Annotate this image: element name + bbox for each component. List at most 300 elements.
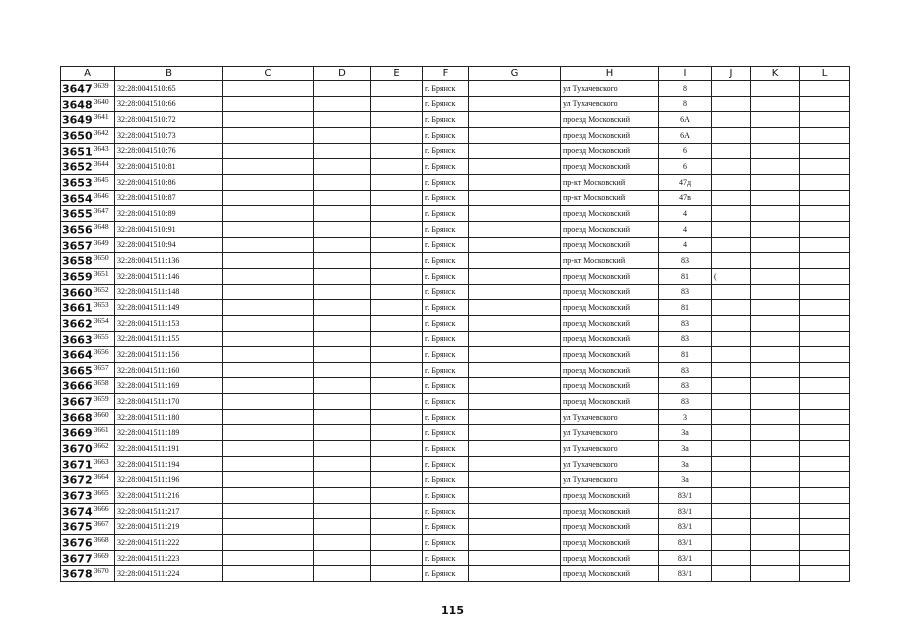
- empty-cell: [223, 112, 314, 128]
- column-header-row: [61, 67, 850, 81]
- row-number: 3649: [62, 113, 93, 127]
- empty-cell: [469, 550, 561, 566]
- city-cell: г. Брянск: [423, 143, 469, 159]
- empty-cell: [800, 237, 850, 253]
- empty-cell: [469, 174, 561, 190]
- empty-cell: [314, 347, 371, 363]
- record-number: 3659: [93, 394, 109, 404]
- house-number-cell: 4: [659, 221, 712, 237]
- empty-cell: [314, 315, 371, 331]
- empty-cell: [223, 174, 314, 190]
- record-number: 3653: [93, 300, 109, 310]
- record-number: 3646: [93, 190, 109, 200]
- cadastral-number-cell: 32:28:0041510:66: [115, 96, 223, 112]
- empty-cell: [371, 409, 423, 425]
- column-header: A: [61, 67, 115, 81]
- record-number: 3647: [93, 206, 109, 216]
- empty-cell: [751, 550, 800, 566]
- row-number: 3674: [62, 505, 93, 519]
- record-number: 3651: [93, 268, 109, 278]
- empty-cell: [223, 127, 314, 143]
- table-row: [61, 394, 850, 410]
- city-cell: г. Брянск: [423, 284, 469, 300]
- row-number-cell: [61, 174, 115, 190]
- empty-cell: [314, 488, 371, 504]
- empty-cell: [223, 315, 314, 331]
- empty-cell: [751, 81, 800, 97]
- empty-cell: [800, 174, 850, 190]
- row-number: 3654: [62, 192, 93, 206]
- cadastral-number-cell: 32:28:0041510:81: [115, 159, 223, 175]
- empty-cell: [314, 300, 371, 316]
- record-number: 3652: [93, 284, 109, 294]
- empty-cell: [751, 237, 800, 253]
- note-cell: [712, 503, 751, 519]
- city-cell: г. Брянск: [423, 81, 469, 97]
- empty-cell: [751, 456, 800, 472]
- cadastral-number-cell: 32:28:0041511:148: [115, 284, 223, 300]
- note-cell: [712, 81, 751, 97]
- note-cell: [712, 362, 751, 378]
- street-cell: проезд Московский: [561, 300, 659, 316]
- note-cell: [712, 127, 751, 143]
- note-cell: [712, 425, 751, 441]
- house-number-cell: 81: [659, 347, 712, 363]
- city-cell: г. Брянск: [423, 441, 469, 457]
- table-row: [61, 315, 850, 331]
- table-row: [61, 409, 850, 425]
- empty-cell: [371, 331, 423, 347]
- cadastral-number-cell: 32:28:0041511:191: [115, 441, 223, 457]
- empty-cell: [800, 566, 850, 582]
- street-cell: проезд Московский: [561, 127, 659, 143]
- house-number-cell: 83: [659, 253, 712, 269]
- note-cell: [712, 378, 751, 394]
- empty-cell: [371, 174, 423, 190]
- row-number: 3655: [62, 207, 93, 221]
- empty-cell: [751, 362, 800, 378]
- row-number-cell: [61, 96, 115, 112]
- empty-cell: [751, 300, 800, 316]
- row-number: 3647: [62, 82, 93, 96]
- record-number: 3662: [93, 441, 109, 451]
- street-cell: проезд Московский: [561, 394, 659, 410]
- table-row: [61, 174, 850, 190]
- note-cell: [712, 347, 751, 363]
- city-cell: г. Брянск: [423, 159, 469, 175]
- empty-cell: [314, 441, 371, 457]
- city-cell: г. Брянск: [423, 300, 469, 316]
- empty-cell: [469, 503, 561, 519]
- cadastral-number-cell: 32:28:0041511:169: [115, 378, 223, 394]
- city-cell: г. Брянск: [423, 362, 469, 378]
- table-row: [61, 300, 850, 316]
- record-number: 3664: [93, 472, 109, 482]
- row-number: 3667: [62, 395, 93, 409]
- empty-cell: [751, 284, 800, 300]
- empty-cell: [371, 300, 423, 316]
- row-number: 3653: [62, 176, 93, 190]
- row-number-cell: [61, 519, 115, 535]
- house-number-cell: 83: [659, 378, 712, 394]
- empty-cell: [314, 284, 371, 300]
- row-number-cell: [61, 441, 115, 457]
- empty-cell: [223, 409, 314, 425]
- empty-cell: [800, 96, 850, 112]
- row-number: 3678: [62, 568, 93, 581]
- row-number: 3660: [62, 286, 93, 300]
- cadastral-number-cell: 32:28:0041511:149: [115, 300, 223, 316]
- column-header: H: [561, 67, 659, 81]
- empty-cell: [469, 331, 561, 347]
- empty-cell: [800, 378, 850, 394]
- row-number-cell: [61, 394, 115, 410]
- empty-cell: [223, 456, 314, 472]
- row-number: 3657: [62, 239, 93, 253]
- row-number: 3666: [62, 380, 93, 394]
- note-cell: [712, 96, 751, 112]
- note-cell: [712, 206, 751, 222]
- empty-cell: [371, 315, 423, 331]
- empty-cell: [223, 535, 314, 551]
- row-number-cell: [61, 237, 115, 253]
- house-number-cell: 3а: [659, 456, 712, 472]
- column-header: B: [115, 67, 223, 81]
- cadastral-number-cell: 32:28:0041511:160: [115, 362, 223, 378]
- note-cell: [712, 566, 751, 582]
- column-header: I: [659, 67, 712, 81]
- street-cell: проезд Московский: [561, 268, 659, 284]
- record-number: 3641: [93, 112, 109, 122]
- empty-cell: [314, 378, 371, 394]
- empty-cell: [800, 159, 850, 175]
- street-cell: проезд Московский: [561, 519, 659, 535]
- empty-cell: [314, 159, 371, 175]
- empty-cell: [751, 174, 800, 190]
- city-cell: г. Брянск: [423, 519, 469, 535]
- city-cell: г. Брянск: [423, 331, 469, 347]
- empty-cell: [314, 472, 371, 488]
- empty-cell: [800, 535, 850, 551]
- note-cell: [712, 159, 751, 175]
- empty-cell: [371, 535, 423, 551]
- row-number: 3665: [62, 364, 93, 378]
- cadastral-number-cell: 32:28:0041510:91: [115, 221, 223, 237]
- empty-cell: [223, 96, 314, 112]
- record-number: 3657: [93, 362, 109, 372]
- city-cell: г. Брянск: [423, 425, 469, 441]
- empty-cell: [314, 456, 371, 472]
- street-cell: проезд Московский: [561, 159, 659, 175]
- empty-cell: [371, 237, 423, 253]
- record-number: 3668: [93, 535, 109, 545]
- empty-cell: [371, 566, 423, 582]
- table-row: [61, 284, 850, 300]
- row-number-cell: [61, 503, 115, 519]
- empty-cell: [371, 143, 423, 159]
- house-number-cell: 81: [659, 300, 712, 316]
- empty-cell: [469, 81, 561, 97]
- empty-cell: [223, 519, 314, 535]
- empty-cell: [371, 503, 423, 519]
- empty-cell: [223, 268, 314, 284]
- empty-cell: [751, 143, 800, 159]
- row-number-cell: [61, 472, 115, 488]
- city-cell: г. Брянск: [423, 174, 469, 190]
- empty-cell: [800, 472, 850, 488]
- empty-cell: [469, 566, 561, 582]
- cadastral-number-cell: 32:28:0041511:146: [115, 268, 223, 284]
- note-cell: [712, 300, 751, 316]
- record-number: 3666: [93, 503, 109, 513]
- empty-cell: [800, 300, 850, 316]
- street-cell: ул Тухачевского: [561, 472, 659, 488]
- city-cell: г. Брянск: [423, 127, 469, 143]
- table-row: [61, 112, 850, 128]
- empty-cell: [469, 362, 561, 378]
- empty-cell: [469, 472, 561, 488]
- house-number-cell: 83/1: [659, 519, 712, 535]
- table-row: [61, 190, 850, 206]
- empty-cell: [751, 159, 800, 175]
- empty-cell: [800, 441, 850, 457]
- record-number: 3665: [93, 488, 109, 498]
- empty-cell: [371, 206, 423, 222]
- house-number-cell: 6: [659, 159, 712, 175]
- city-cell: г. Брянск: [423, 347, 469, 363]
- record-number: 3644: [93, 159, 109, 169]
- empty-cell: [751, 190, 800, 206]
- record-number: 3640: [93, 96, 109, 106]
- empty-cell: [314, 566, 371, 582]
- row-number-cell: [61, 112, 115, 128]
- city-cell: г. Брянск: [423, 206, 469, 222]
- empty-cell: [800, 81, 850, 97]
- note-cell: [712, 550, 751, 566]
- empty-cell: [314, 81, 371, 97]
- note-cell: [712, 221, 751, 237]
- empty-cell: [469, 456, 561, 472]
- empty-cell: [751, 488, 800, 504]
- cadastral-number-cell: 32:28:0041511:194: [115, 456, 223, 472]
- empty-cell: [314, 174, 371, 190]
- empty-cell: [751, 472, 800, 488]
- empty-cell: [223, 190, 314, 206]
- empty-cell: [751, 331, 800, 347]
- row-number-cell: [61, 550, 115, 566]
- row-number-cell: [61, 268, 115, 284]
- empty-cell: [223, 488, 314, 504]
- row-number-cell: [61, 206, 115, 222]
- table-row: [61, 268, 850, 284]
- empty-cell: [469, 347, 561, 363]
- empty-cell: [223, 347, 314, 363]
- row-number-cell: [61, 190, 115, 206]
- table-row: [61, 488, 850, 504]
- empty-cell: [800, 456, 850, 472]
- street-cell: проезд Московский: [561, 284, 659, 300]
- empty-cell: [751, 409, 800, 425]
- house-number-cell: 4: [659, 237, 712, 253]
- record-number: 3661: [93, 425, 109, 435]
- empty-cell: [800, 190, 850, 206]
- table-row: [61, 550, 850, 566]
- street-cell: ул Тухачевского: [561, 425, 659, 441]
- empty-cell: [223, 550, 314, 566]
- row-number: 3661: [62, 301, 93, 315]
- street-cell: ул Тухачевского: [561, 81, 659, 97]
- empty-cell: [314, 425, 371, 441]
- table-row: [61, 206, 850, 222]
- empty-cell: [751, 394, 800, 410]
- cadastral-number-cell: 32:28:0041510:94: [115, 237, 223, 253]
- street-cell: проезд Московский: [561, 237, 659, 253]
- row-number: 3650: [62, 129, 93, 143]
- street-cell: проезд Московский: [561, 550, 659, 566]
- empty-cell: [371, 441, 423, 457]
- city-cell: г. Брянск: [423, 409, 469, 425]
- note-cell: [712, 331, 751, 347]
- street-cell: ул Тухачевского: [561, 409, 659, 425]
- cadastral-number-cell: 32:28:0041511:196: [115, 472, 223, 488]
- table-row: [61, 331, 850, 347]
- cadastral-number-cell: 32:28:0041511:136: [115, 253, 223, 269]
- column-header: C: [223, 67, 314, 81]
- empty-cell: [751, 253, 800, 269]
- note-cell: [712, 174, 751, 190]
- house-number-cell: 83/1: [659, 550, 712, 566]
- note-cell: [712, 519, 751, 535]
- table-row: [61, 221, 850, 237]
- table-row: [61, 159, 850, 175]
- empty-cell: [371, 347, 423, 363]
- record-number: 3643: [93, 143, 109, 153]
- cadastral-number-cell: 32:28:0041511:153: [115, 315, 223, 331]
- empty-cell: [469, 394, 561, 410]
- record-number: 3650: [93, 253, 109, 263]
- table-row: [61, 535, 850, 551]
- cadastral-number-cell: 32:28:0041511:180: [115, 409, 223, 425]
- street-cell: проезд Московский: [561, 347, 659, 363]
- empty-cell: [800, 409, 850, 425]
- row-number-cell: [61, 347, 115, 363]
- cadastral-number-cell: 32:28:0041511:156: [115, 347, 223, 363]
- empty-cell: [751, 425, 800, 441]
- row-number-cell: [61, 378, 115, 394]
- city-cell: г. Брянск: [423, 268, 469, 284]
- street-cell: пр-кт Московский: [561, 190, 659, 206]
- house-number-cell: 6А: [659, 127, 712, 143]
- empty-cell: [314, 268, 371, 284]
- empty-cell: [223, 206, 314, 222]
- house-number-cell: 83/1: [659, 566, 712, 582]
- empty-cell: [371, 284, 423, 300]
- row-number-cell: [61, 425, 115, 441]
- street-cell: проезд Московский: [561, 503, 659, 519]
- row-number: 3676: [62, 536, 93, 550]
- record-number: 3654: [93, 315, 109, 325]
- empty-cell: [751, 503, 800, 519]
- house-number-cell: 83: [659, 315, 712, 331]
- row-number-cell: [61, 362, 115, 378]
- empty-cell: [371, 127, 423, 143]
- table-row: [61, 347, 850, 363]
- house-number-cell: 83: [659, 284, 712, 300]
- empty-cell: [469, 221, 561, 237]
- empty-cell: [223, 441, 314, 457]
- cadastral-number-cell: 32:28:0041511:189: [115, 425, 223, 441]
- empty-cell: [223, 362, 314, 378]
- row-number: 3669: [62, 427, 93, 441]
- row-number-cell: [61, 81, 115, 97]
- record-number: 3655: [93, 331, 109, 341]
- cadastral-number-cell: 32:28:0041511:223: [115, 550, 223, 566]
- empty-cell: [314, 409, 371, 425]
- city-cell: г. Брянск: [423, 112, 469, 128]
- cadastral-number-cell: 32:28:0041510:65: [115, 81, 223, 97]
- empty-cell: [751, 127, 800, 143]
- empty-cell: [223, 143, 314, 159]
- empty-cell: [314, 190, 371, 206]
- note-cell: [712, 488, 751, 504]
- table-row: [61, 425, 850, 441]
- row-number: 3651: [62, 145, 93, 159]
- empty-cell: [751, 535, 800, 551]
- city-cell: г. Брянск: [423, 253, 469, 269]
- empty-cell: [314, 362, 371, 378]
- row-number-cell: [61, 300, 115, 316]
- table-row: [61, 237, 850, 253]
- city-cell: г. Брянск: [423, 221, 469, 237]
- city-cell: г. Брянск: [423, 472, 469, 488]
- city-cell: г. Брянск: [423, 315, 469, 331]
- empty-cell: [223, 81, 314, 97]
- empty-cell: [314, 331, 371, 347]
- spreadsheet-table: [60, 66, 850, 582]
- row-number-cell: [61, 535, 115, 551]
- city-cell: г. Брянск: [423, 503, 469, 519]
- row-number: 3672: [62, 474, 93, 488]
- empty-cell: [469, 190, 561, 206]
- street-cell: ул Тухачевского: [561, 441, 659, 457]
- empty-cell: [371, 472, 423, 488]
- house-number-cell: 83: [659, 331, 712, 347]
- note-cell: [712, 456, 751, 472]
- column-header: L: [800, 67, 850, 81]
- empty-cell: [371, 253, 423, 269]
- empty-cell: [223, 300, 314, 316]
- cadastral-number-cell: 32:28:0041511:216: [115, 488, 223, 504]
- empty-cell: [469, 425, 561, 441]
- cadastral-number-cell: 32:28:0041510:87: [115, 190, 223, 206]
- city-cell: г. Брянск: [423, 378, 469, 394]
- page-number: 115: [441, 604, 464, 617]
- row-number: 3677: [62, 552, 93, 566]
- note-cell: [712, 394, 751, 410]
- empty-cell: [800, 425, 850, 441]
- empty-cell: [800, 347, 850, 363]
- house-number-cell: 47в: [659, 190, 712, 206]
- empty-cell: [223, 566, 314, 582]
- empty-cell: [751, 221, 800, 237]
- cadastral-number-cell: 32:28:0041511:217: [115, 503, 223, 519]
- street-cell: проезд Московский: [561, 143, 659, 159]
- city-cell: г. Брянск: [423, 550, 469, 566]
- street-cell: проезд Московский: [561, 206, 659, 222]
- empty-cell: [371, 456, 423, 472]
- street-cell: ул Тухачевского: [561, 456, 659, 472]
- city-cell: г. Брянск: [423, 237, 469, 253]
